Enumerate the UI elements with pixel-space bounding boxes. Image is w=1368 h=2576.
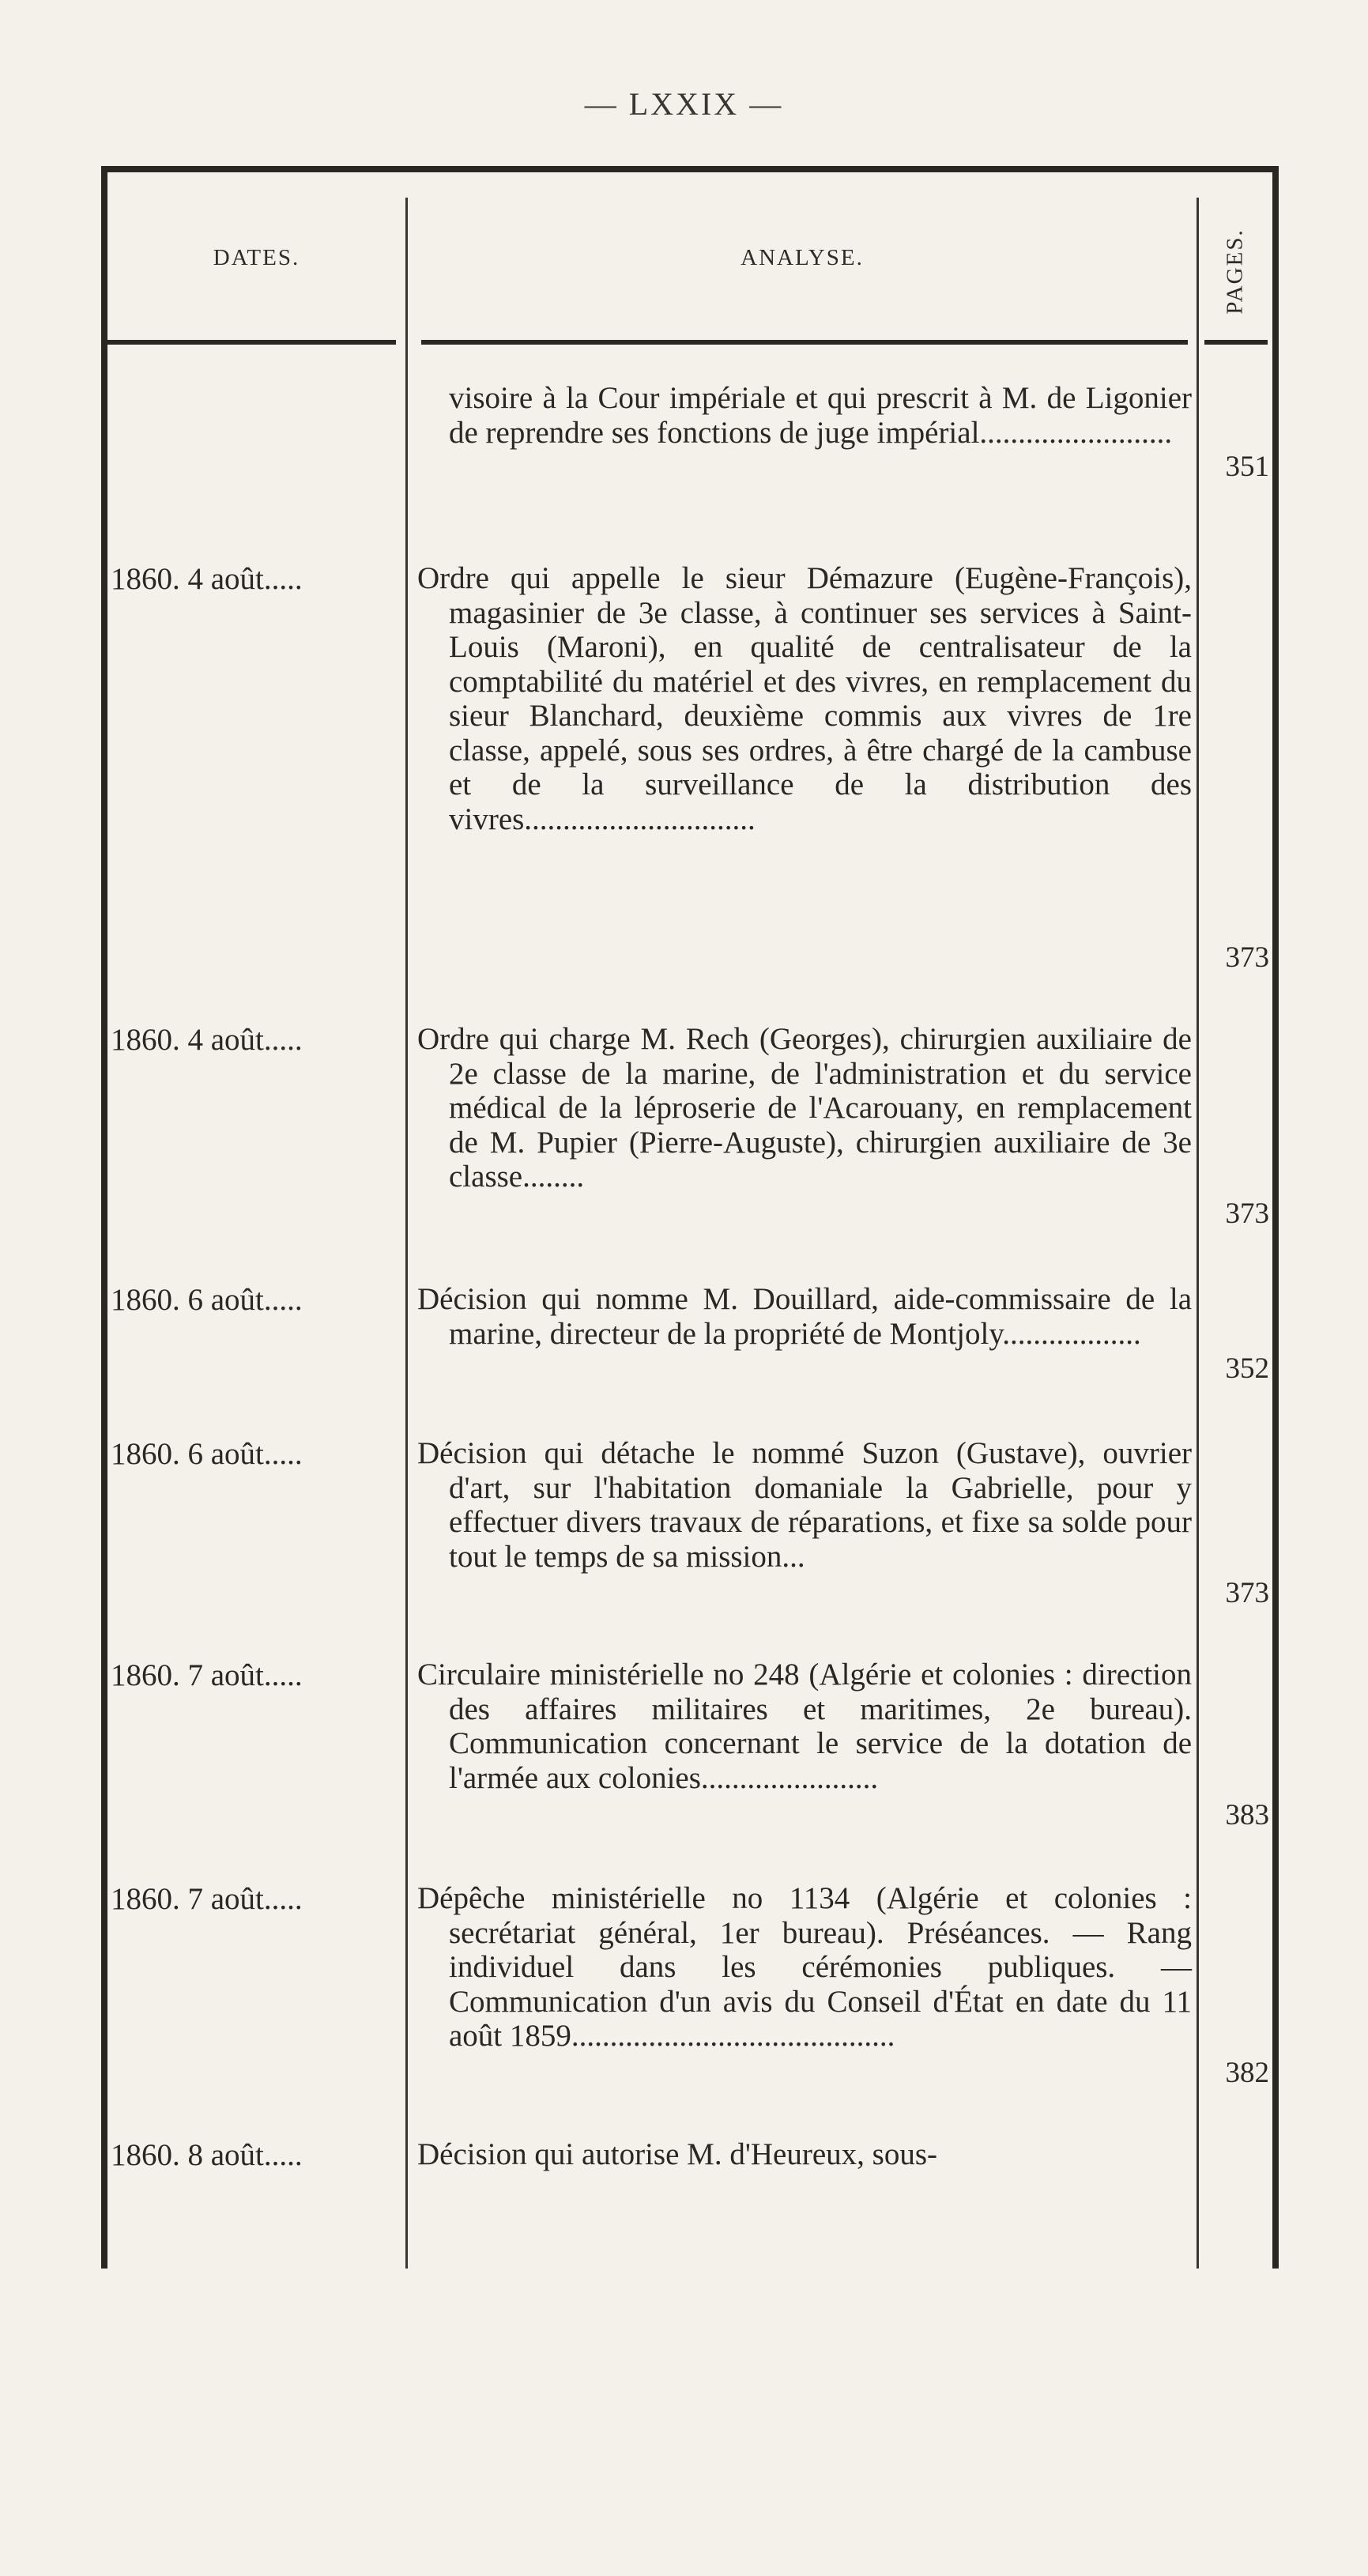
entry-date: 1860. 4 août..... bbox=[111, 1023, 303, 1057]
entry-analysis-text: Dépêche ministérielle no 1134 (Algérie et colonies : secrétariat général, 1er bureau). Préséances. — Rang individuel dans les cérémonies publiques. — Communication d'un avis du Conseil d'État en date du 11 août 1859.......................................... bbox=[417, 1881, 1192, 2053]
column-header-pages-label: PAGES. bbox=[1222, 228, 1248, 315]
entry-date: 1860. 7 août..... bbox=[111, 1882, 303, 1916]
entry-analysis-text: Circulaire ministérielle no 248 (Algérie et colonies : direction des affaires militaires et maritimes, 2e bureau). Communication concernant le service de la dotation de l'armée aux colonies....................... bbox=[417, 1658, 1192, 1795]
index-table bbox=[101, 166, 1279, 2269]
entry-analysis bbox=[417, 1282, 1192, 1351]
entry-page: 373 bbox=[1225, 941, 1269, 974]
entry-page: 351 bbox=[1225, 451, 1269, 483]
entry-page: 383 bbox=[1225, 1799, 1269, 1831]
entry-analysis-text: Décision qui détache le nommé Suzon (Gustave), ouvrier d'art, sur l'habitation domaniale la Gabrielle, pour y effectuer divers travaux de réparations, et fixe sa solde pour tout le temps de sa mission... bbox=[417, 1436, 1192, 1574]
entry-analysis-text: Décision qui nomme M. Douillard, aide-commissaire de la marine, directeur de la propriété de Montjoly.................. bbox=[417, 1282, 1192, 1351]
entry-analysis-text: Ordre qui charge M. Rech (Georges), chirurgien auxiliaire de 2e classe de la marine, de l'administration et du service médical de la léproserie de l'Acarouany, en remplacement de M. Pupier (Pierre-Auguste), chirurgien auxiliaire de 3e classe........ bbox=[417, 1022, 1192, 1194]
entry-analysis bbox=[417, 561, 1192, 836]
column-divider-dates bbox=[405, 198, 408, 2269]
column-divider-pages bbox=[1197, 198, 1199, 2269]
entry-page: 373 bbox=[1225, 1197, 1269, 1230]
entry-analysis bbox=[417, 1436, 1192, 1574]
entry-date: 1860. 8 août..... bbox=[111, 2138, 303, 2172]
table-top-border bbox=[101, 166, 1279, 172]
entry-analysis bbox=[417, 2137, 1192, 2172]
entry-date: 1860. 6 août..... bbox=[111, 1437, 303, 1471]
column-header-pages bbox=[1208, 212, 1263, 330]
entry-page: 373 bbox=[1225, 1577, 1269, 1609]
entry-analysis bbox=[417, 1658, 1192, 1795]
entry-date: 1860. 7 août..... bbox=[111, 1658, 303, 1692]
header-rule-pages bbox=[1204, 340, 1268, 345]
column-header-analyse: ANALYSE. bbox=[741, 245, 864, 270]
entry-date: 1860. 6 août..... bbox=[111, 1283, 303, 1317]
header-rule-analyse bbox=[421, 340, 1188, 345]
entry-analysis-text: Décision qui autorise M. d'Heureux, sous- bbox=[417, 2137, 937, 2171]
entry-analysis: visoire à la Cour impériale et qui prescrit à M. de Ligonier de reprendre ses fonctions de juge impérial......................... bbox=[449, 381, 1192, 450]
entry-analysis-text: Ordre qui appelle le sieur Démazure (Eugène-François), magasinier de 3e classe, à continuer ses services à Saint-Louis (Maroni), en qualité de centralisateur de la comptabilité du matériel et des vivres, en remplacement du sieur Blanchard, deuxième commis aux vivres de 1re classe, appelé, sous ses ordres, à être chargé de la cambuse et de la surveillance de la distribution des vivres.............................. bbox=[417, 561, 1192, 836]
table-left-border bbox=[101, 166, 107, 2269]
entry-page: 352 bbox=[1225, 1352, 1269, 1385]
page-title: — LXXIX — bbox=[584, 86, 784, 122]
entry-analysis bbox=[417, 1022, 1192, 1194]
header-rule-dates bbox=[107, 340, 396, 345]
entry-analysis bbox=[417, 1881, 1192, 2054]
entry-page: 382 bbox=[1225, 2057, 1269, 2089]
entry-date: 1860. 4 août..... bbox=[111, 562, 303, 596]
table-right-border bbox=[1272, 166, 1279, 2269]
column-header-dates: DATES. bbox=[213, 245, 300, 270]
